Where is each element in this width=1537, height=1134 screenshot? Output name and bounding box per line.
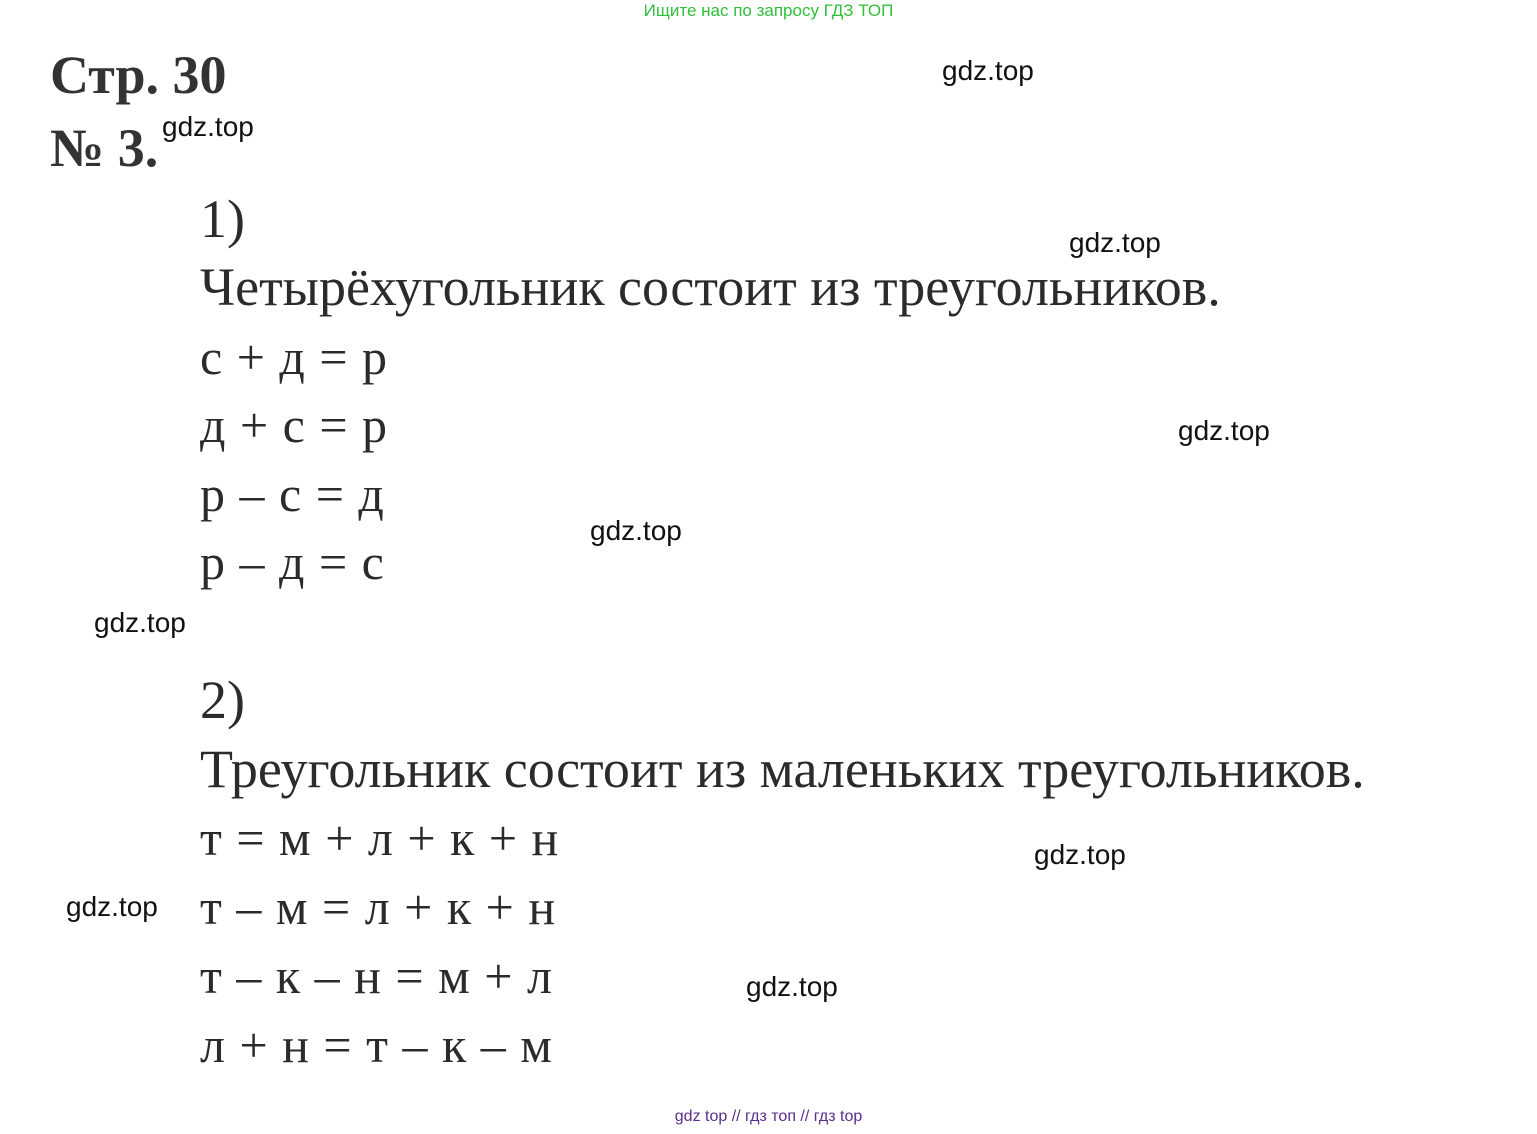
part-1-label: 1)	[200, 189, 245, 249]
part-1-formula: с + д = р	[200, 329, 389, 385]
part-2-formula: т = м + л + к + н	[200, 810, 560, 866]
page-title: Стр. 30	[50, 45, 227, 105]
watermark-text: gdz.top	[1034, 839, 1126, 870]
task-number: № 3.	[50, 118, 159, 178]
footer-links[interactable]: gdz top // гдз топ // гдз top	[674, 1108, 863, 1125]
part-1-sentence: Четырёхугольник состоит из треугольников.	[200, 257, 1221, 317]
part-1-formula: р – с = д	[200, 466, 385, 522]
watermark-text: gdz.top	[94, 607, 186, 638]
watermark-text: gdz.top	[590, 515, 682, 546]
part-2-sentence: Треугольник состоит из маленьких треугольников.	[200, 739, 1365, 799]
watermark-text: gdz.top	[162, 111, 254, 142]
part-1-formula: д + с = р	[200, 397, 389, 453]
part-2-label: 2)	[200, 670, 245, 730]
search-hint-link[interactable]: Ищите нас по запросу ГДЗ ТОП	[643, 1, 894, 20]
watermark-text: gdz.top	[1069, 227, 1161, 258]
watermark-text: gdz.top	[1178, 415, 1270, 446]
watermark-text: gdz.top	[746, 971, 838, 1002]
watermark-text: gdz.top	[66, 891, 158, 922]
part-2-formula: т – к – н = м + л	[200, 948, 553, 1004]
part-1-formula: р – д = с	[200, 534, 385, 590]
watermark-text: gdz.top	[942, 55, 1034, 86]
part-2-formula: л + н = т – к – м	[200, 1017, 553, 1073]
part-2-formula: т – м = л + к + н	[200, 879, 557, 935]
